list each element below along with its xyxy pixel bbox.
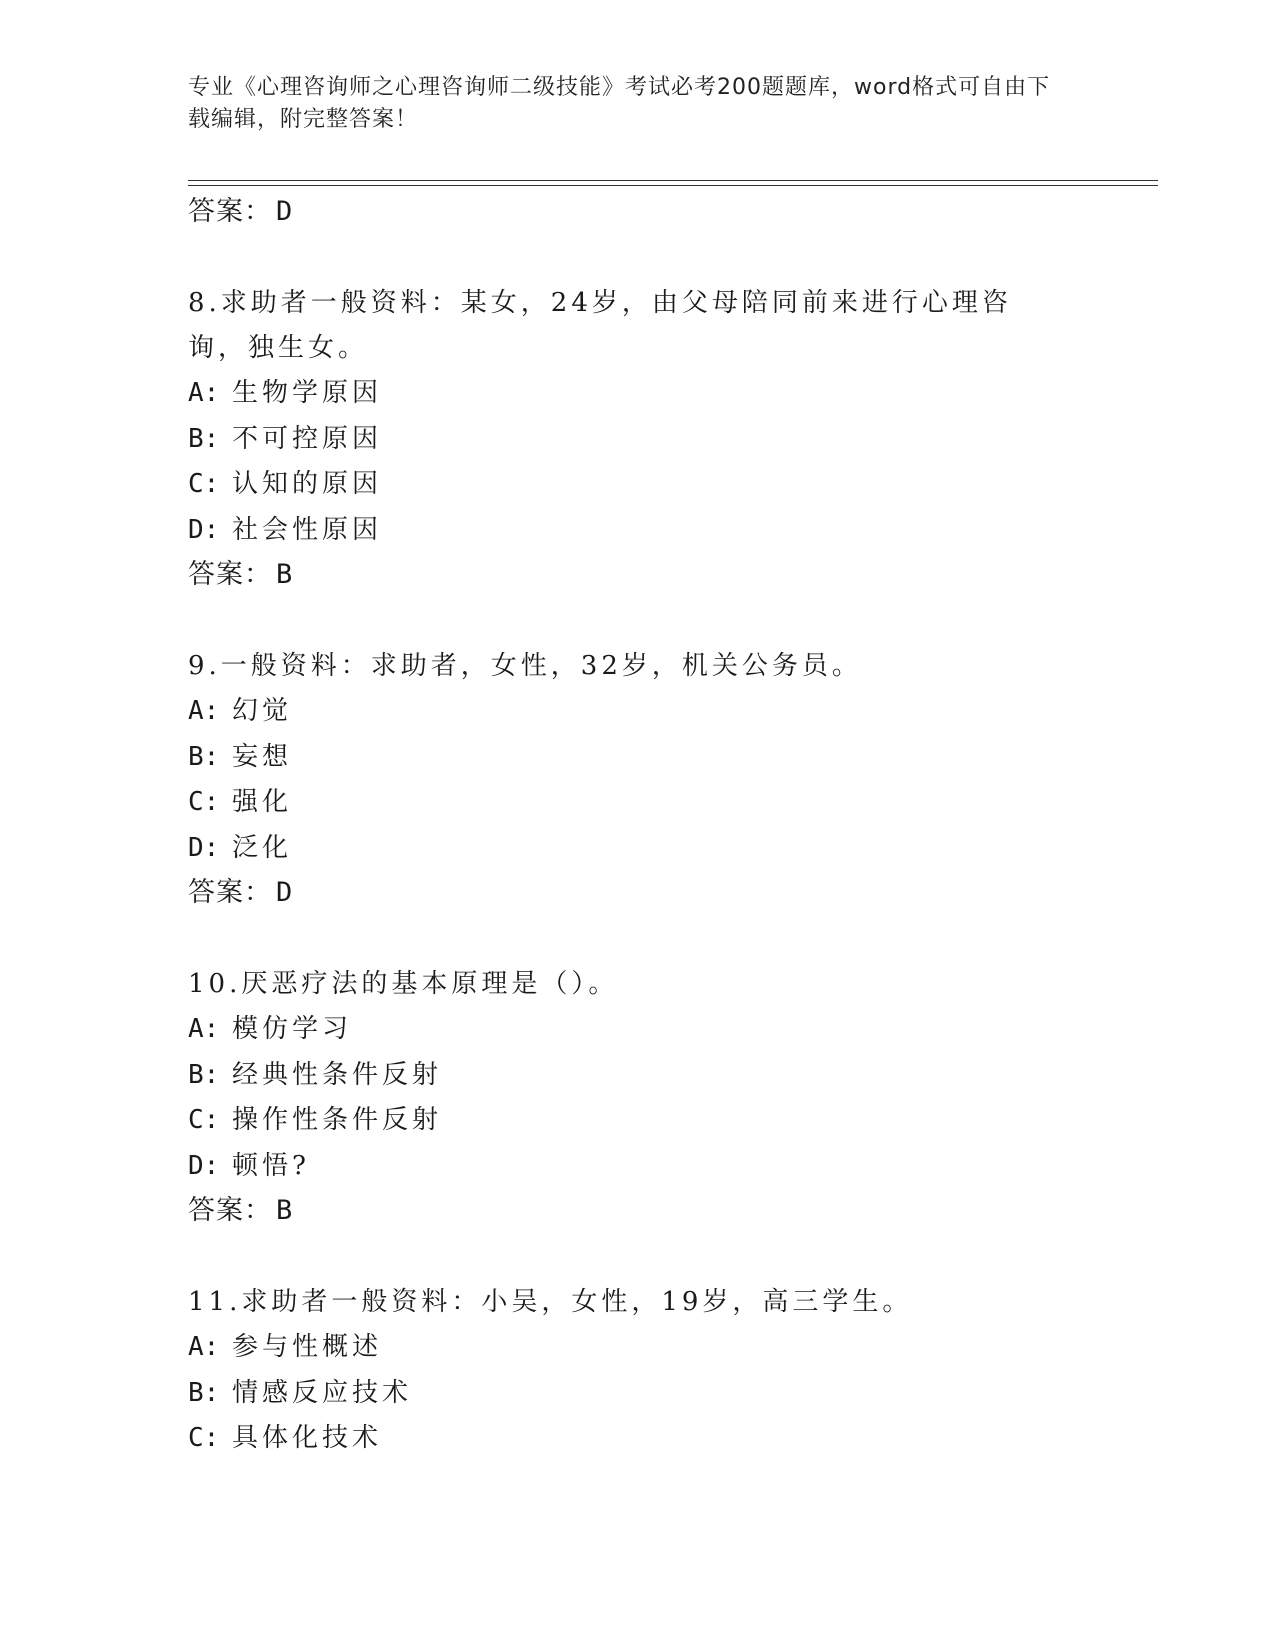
option-letter: A: [188, 1014, 220, 1044]
header-divider-top [188, 180, 1158, 181]
option-a [188, 689, 1088, 735]
option-text: 模仿学习 [232, 1014, 353, 1044]
answer-label: 答案： [188, 877, 272, 908]
option-b [188, 1053, 1088, 1099]
answer-label: 答案： [188, 559, 272, 590]
option-text: 操作性条件反射 [232, 1105, 443, 1135]
header-divider-bottom [188, 185, 1158, 186]
question-item [188, 962, 1088, 1233]
question-text: 8.求助者一般资料：某女，24岁，由父母陪同前来进行心理咨询，独生女。 [188, 288, 1012, 363]
option-letter: D: [188, 514, 220, 545]
option-letter: C: [188, 1423, 220, 1453]
option-a [188, 371, 1088, 417]
question-list [188, 190, 1088, 1462]
question-item [188, 644, 1088, 915]
option-text: 顿悟? [232, 1150, 310, 1181]
answer-label: 答案： [188, 196, 272, 227]
option-text: 认知的原因 [232, 469, 383, 499]
question-item [188, 281, 1088, 597]
option-text: 生物学原因 [232, 378, 383, 408]
option-b [188, 735, 1088, 781]
option-a [188, 1325, 1088, 1371]
option-letter: C: [188, 1105, 220, 1135]
option-text: 情感反应技术 [232, 1377, 413, 1408]
option-letter: C: [188, 787, 220, 817]
option-d [188, 826, 1088, 872]
question-text: 9.一般资料：求助者，女性，32岁，机关公务员。 [188, 651, 862, 681]
option-text: 强化 [232, 787, 293, 817]
option-text: 幻觉 [232, 696, 293, 726]
option-text: 经典性条件反射 [232, 1059, 443, 1090]
option-letter: B: [188, 741, 220, 772]
option-d [188, 508, 1088, 554]
option-b [188, 417, 1088, 463]
option-text: 参与性概述 [232, 1332, 383, 1362]
answer-line [188, 871, 1088, 915]
option-letter: B: [188, 1377, 220, 1408]
option-letter: D: [188, 1150, 220, 1181]
option-c [188, 462, 1088, 508]
answer-line [188, 190, 1088, 234]
question-item [188, 1280, 1088, 1462]
option-letter: A: [188, 1332, 220, 1362]
answer-line [188, 553, 1088, 597]
option-letter: A: [188, 378, 220, 408]
option-b [188, 1371, 1088, 1417]
answer-value: D [276, 196, 294, 227]
option-d [188, 1144, 1088, 1190]
option-c [188, 780, 1088, 826]
option-letter: A: [188, 696, 220, 726]
answer-line [188, 1189, 1088, 1233]
option-letter: B: [188, 1059, 220, 1090]
option-c [188, 1098, 1088, 1144]
answer-value: B [276, 559, 294, 590]
option-letter: C: [188, 469, 220, 499]
option-letter: D: [188, 832, 220, 863]
option-text: 泛化 [232, 832, 293, 863]
answer-value: B [276, 1195, 294, 1226]
question-text: 11.求助者一般资料：小吴，女性，19岁，高三学生。 [188, 1287, 913, 1317]
option-letter: B: [188, 423, 220, 454]
option-text: 不可控原因 [232, 423, 383, 454]
question-text: 10.厌恶疗法的基本原理是（）。 [188, 969, 619, 999]
option-a [188, 1007, 1088, 1053]
option-c [188, 1416, 1088, 1462]
answer-value: D [276, 877, 294, 908]
document-header: 专业《心理咨询师之心理咨询师二级技能》考试必考200题题库，word格式可自由下载编辑，附完整答案！ [188, 75, 1051, 132]
option-text: 妄想 [232, 741, 293, 772]
answer-label: 答案： [188, 1195, 272, 1226]
option-text: 社会性原因 [232, 514, 383, 545]
option-text: 具体化技术 [232, 1423, 383, 1453]
